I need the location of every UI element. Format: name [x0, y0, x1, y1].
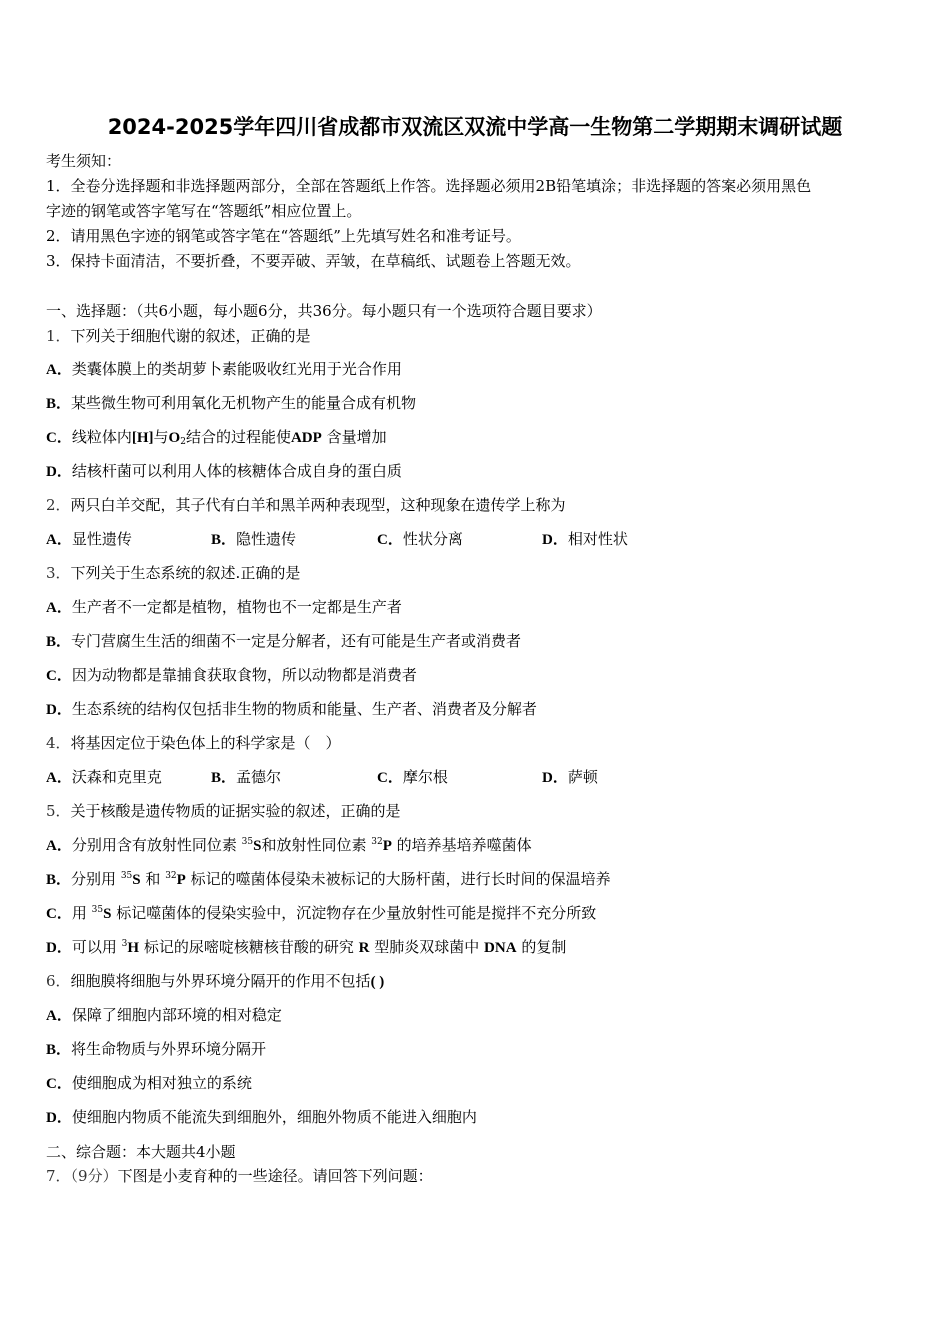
q5-option-c: C．用 $^{35}$S 标记噬菌体的侵染实验中，沉淀物存在少量放射性可能是搅拌不充分所致	[46, 904, 597, 922]
question-number: 4．	[46, 734, 71, 752]
notice-line-1a: 1．全卷分选择题和非选择题两部分，全部在答题纸上作答。选择题必须用2B铅笔填涂；非选择题的答案必须用黑色	[46, 177, 812, 195]
q4-option-a: A．沃森和克里克	[46, 768, 162, 786]
q6-option-b: B．将生命物质与外界环境分隔开	[46, 1040, 267, 1058]
q4-option-d: D．萨顿	[542, 768, 598, 786]
notice-line-1b: 字迹的钢笔或答字笔写在“答题纸”相应位置上。	[46, 202, 362, 220]
question-6-stem: 6．细胞膜将细胞与外界环境分隔开的作用不包括( )	[46, 972, 385, 990]
question-number: 6．	[46, 972, 71, 990]
section-2-heading: 二、综合题：本大题共4小题	[46, 1143, 236, 1161]
q5-option-d: D．可以用 $^3$H 标记的尿嘧啶核糖核苷酸的研究 R 型肺炎双球菌中 DNA 的复制	[46, 938, 567, 956]
q3-option-c: C．因为动物都是靠捕食获取食物，所以动物都是消费者	[46, 666, 417, 684]
question-number: 2．	[46, 496, 71, 514]
notice-heading: 考生须知：	[46, 152, 122, 170]
q1-option-d: D．结核杆菌可以利用人体的核糖体合成自身的蛋白质	[46, 462, 402, 480]
q2-option-d: D．相对性状	[542, 530, 628, 548]
question-5-stem: 5．关于核酸是遗传物质的证据实验的叙述，正确的是	[46, 802, 401, 820]
question-7-stem: 7．（9分）下图是小麦育种的一些途径。请回答下列问题：	[46, 1167, 433, 1185]
page-title: 2024-2025学年四川省成都市双流区双流中学高一生物第二学期期末调研试题	[107, 115, 843, 139]
q3-option-d: D．生态系统的结构仅包括非生物的物质和能量、生产者、消费者及分解者	[46, 700, 537, 718]
q3-option-b: B．专门营腐生生活的细菌不一定是分解者，还有可能是生产者或消费者	[46, 632, 522, 650]
q4-option-b: B．孟德尔	[211, 768, 282, 786]
question-2-stem: 2．两只白羊交配，其子代有白羊和黑羊两种表现型，这种现象在遗传学上称为	[46, 496, 566, 514]
q1-option-a: A．类囊体膜上的类胡萝卜素能吸收红光用于光合作用	[46, 360, 402, 378]
notice-line-2: 2．请用黑色字迹的钢笔或答字笔在“答题纸”上先填写姓名和准考证号。	[46, 227, 521, 245]
q4-options-row	[46, 767, 906, 787]
q5-option-a: A．分别用含有放射性同位素 $^{35}$S和放射性同位素 $^{32}$P 的培养基培养噬菌体	[46, 836, 532, 854]
question-4-stem: 4．将基因定位于染色体上的科学家是（ ）	[46, 734, 341, 752]
q6-option-d: D．使细胞内物质不能流失到细胞外，细胞外物质不能进入细胞内	[46, 1108, 477, 1126]
question-number: 7．	[46, 1167, 71, 1185]
question-number: 5．	[46, 802, 71, 820]
question-3-stem: 3．下列关于生态系统的叙述.正确的是	[46, 564, 301, 582]
question-number: 3．	[46, 564, 71, 582]
q1-option-b: B．某些微生物可利用氧化无机物产生的能量合成有机物	[46, 394, 417, 412]
question-1-stem: 1．下列关于细胞代谢的叙述，正确的是	[46, 327, 311, 345]
q2-option-c: C．性状分离	[377, 530, 463, 548]
q6-option-c: C．使细胞成为相对独立的系统	[46, 1074, 252, 1092]
question-number: 1．	[46, 327, 71, 345]
q3-option-a: A．生产者不一定都是植物，植物也不一定都是生产者	[46, 598, 402, 616]
q2-option-a: A．显性遗传	[46, 530, 132, 548]
q2-options-row	[46, 529, 906, 549]
notice-line-3: 3．保持卡面清洁，不要折叠，不要弄破、弄皱，在草稿纸、试题卷上答题无效。	[46, 252, 581, 270]
q5-option-b: B．分别用 $^{35}$S 和 $^{32}$P 标记的噬菌体侵染未被标记的大肠杆菌，进行长时间的保温培养	[46, 870, 611, 888]
section-1-heading: 一、选择题：（共6小题，每小题6分，共36分。每小题只有一个选项符合题目要求）	[46, 302, 602, 320]
q1-option-c: C．线粒体内[H]与$O_2$结合的过程能使ADP 含量增加	[46, 428, 387, 447]
q2-option-b: B．隐性遗传	[211, 530, 297, 548]
question-score: （9分）	[70, 1167, 118, 1185]
q4-option-c: C．摩尔根	[377, 768, 448, 786]
q6-option-a: A．保障了细胞内部环境的相对稳定	[46, 1006, 282, 1024]
